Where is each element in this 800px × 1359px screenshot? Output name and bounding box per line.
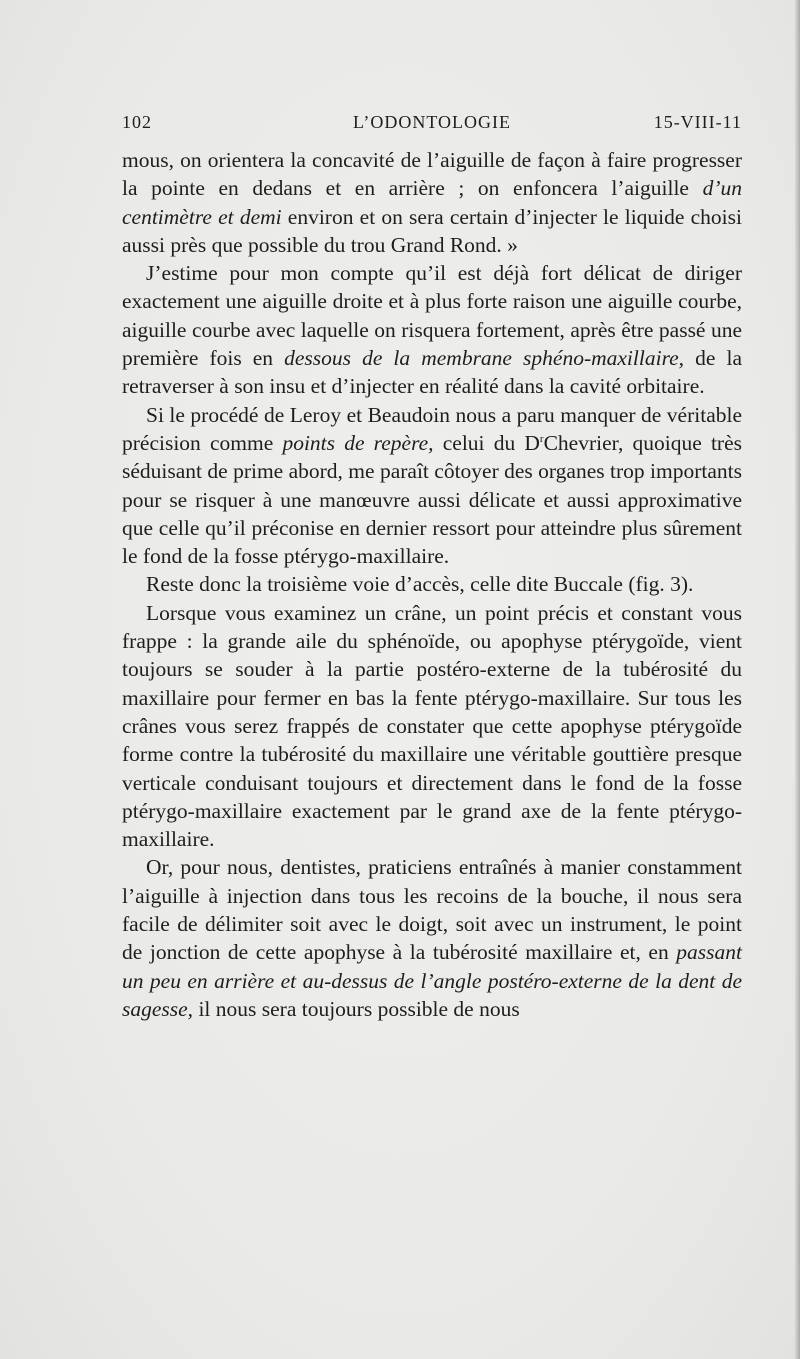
journal-title: L’ODONTOLOGIE <box>353 112 511 132</box>
paragraph-6 <box>122 853 742 1023</box>
text-run: J’estime pour mon compte qu’il est déjà fort délicat de diriger exactement une aiguille droite et à plus forte raison une aiguille courbe, aiguille courbe avec laquelle on risquera fortement, après être passé une première fois en <box>122 261 742 371</box>
paragraph-1 <box>122 146 742 259</box>
italic-run: dessous de la membrane sphéno-maxillaire, <box>284 346 685 371</box>
paragraph-4: Reste donc la troisième voie d’accès, celle dite Buccale (fig. 3). <box>146 572 694 597</box>
issue-date: 15-VIII-11 <box>653 112 742 132</box>
italic-run: points de repère, <box>282 430 434 455</box>
page-number: 102 <box>122 112 152 132</box>
text-run: il nous sera toujours possible de nous <box>193 996 520 1021</box>
running-header <box>122 112 742 140</box>
italic-run: passant un peu en arrière et au-dessus de l’angle postéro-externe de la dent de sagesse, <box>122 940 742 1021</box>
text-run: environ et on sera certain d’injecter le liquide choisi aussi près que possible du trou Grand Rond. » <box>122 204 742 257</box>
text-run: Si le procédé de Leroy et Beaudoin nous a paru manquer de véritable précision comme <box>122 402 742 455</box>
body-text <box>122 146 742 1023</box>
page-spine-shadow <box>794 0 800 1359</box>
paragraph-2 <box>122 259 742 400</box>
text-run: celui du D <box>433 430 540 455</box>
text-run: Chevrier, quoique très séduisant de prime abord, me paraît côtoyer des organes trop importants pour se risquer à une manœuvre aussi délicate et aussi approximative que celle qu’il préconise en dernier ressort pour atteindre plus sûrement le fond de la fosse ptérygo-maxillaire. <box>122 430 742 569</box>
paragraph-5: Lorsque vous examinez un crâne, un point précis et constant vous frappe : la grande aile du sphénoïde, ou apophyse ptérygoïde, vient toujours se souder à la partie postéro-externe de la tubérosité du maxillaire pour fermer en bas la fente ptérygo-maxillaire. Sur tous les crânes vous serez frappés de constater que cette apophyse ptérygoïde forme contre la tubérosité du maxillaire une véritable gouttière presque verticale conduisant toujours et directement dans le fond de la fosse ptérygo-maxillaire exactement par le grand axe de la fente ptérygo-maxillaire. <box>122 600 742 852</box>
paragraph-3 <box>122 401 742 571</box>
superscript: r <box>539 432 544 445</box>
text-run: de la retraverser à son insu et d’injecter en réalité dans la cavité orbitaire. <box>122 346 742 399</box>
text-run: mous, on orientera la concavité de l’aiguille de façon à faire progresser la pointe en dedans et en arrière ; on enfoncera l’aiguille <box>122 148 742 201</box>
text-run: Or, pour nous, dentistes, praticiens entraînés à manier constamment l’aiguille à injection dans tous les recoins de la bouche, il nous sera facile de délimiter soit avec le doigt, soit avec un instrument, le point de jonction de cette apophyse à la tubérosité maxillaire et, en <box>122 855 742 965</box>
italic-run: d’un centimètre et demi <box>122 176 742 229</box>
